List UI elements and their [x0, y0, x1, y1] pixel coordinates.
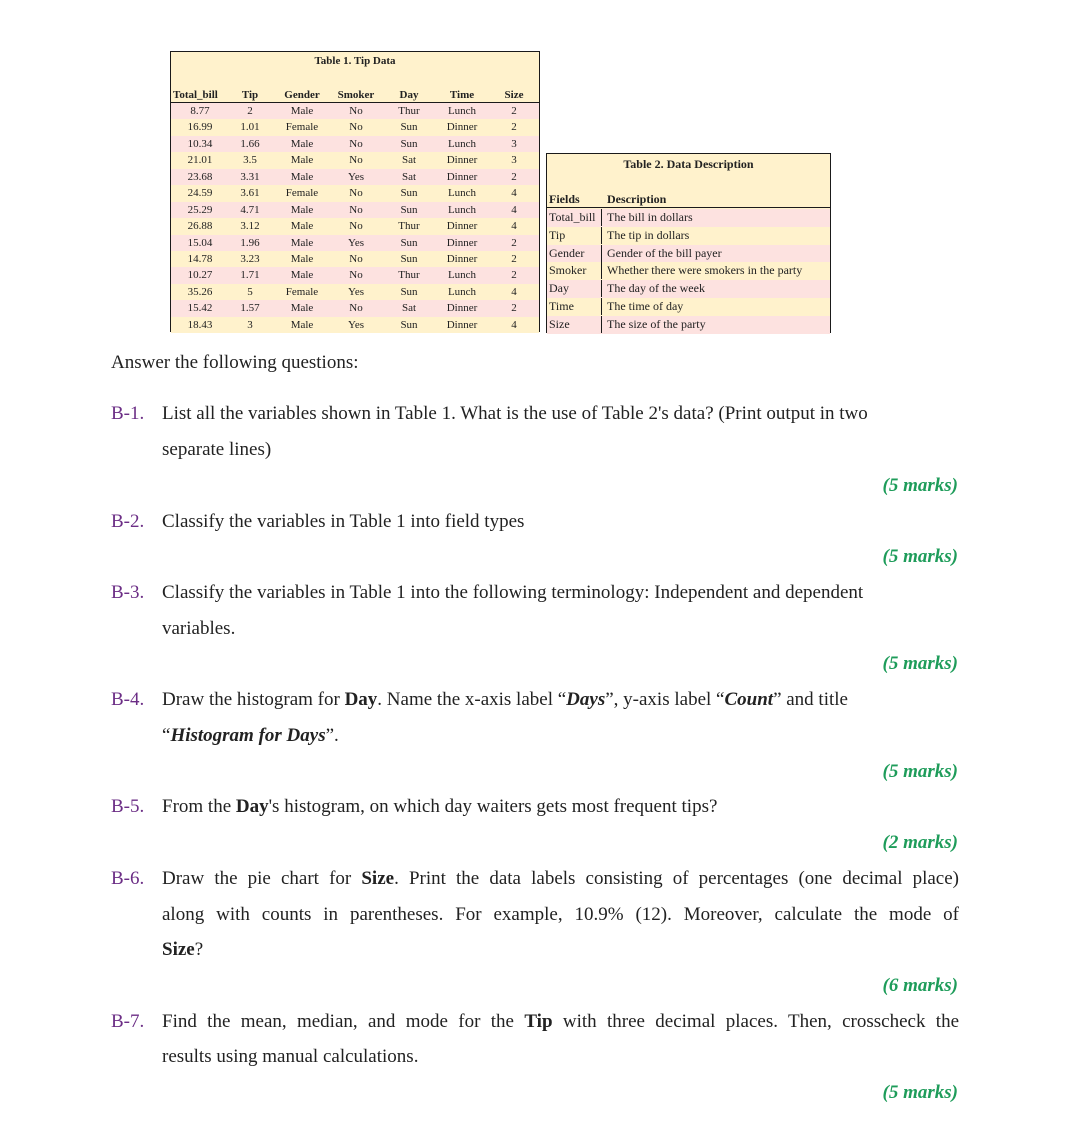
marks-b3: (5 marks): [882, 653, 958, 674]
cell-day: Sun: [400, 203, 418, 216]
cell-total-bill: 18.43: [187, 318, 213, 331]
cell-field-name: Gender: [549, 245, 602, 262]
cell-tip: 3.31: [240, 170, 260, 183]
cell-time: Lunch: [447, 285, 477, 298]
table-row: [171, 119, 539, 135]
question-text-line-1: Classify the variables in Table 1 into field types: [162, 511, 525, 532]
cell-tip: 3.12: [240, 220, 260, 233]
cell-tip: 3.23: [240, 252, 260, 265]
cell-size: 4: [511, 318, 517, 331]
bold-term-day: Day: [344, 689, 378, 710]
table-row: [171, 136, 539, 152]
cell-day: Sun: [400, 121, 418, 134]
question-text-line-2: [162, 904, 959, 926]
cell-size: 2: [511, 121, 517, 134]
cell-day: Thur: [398, 105, 420, 117]
table-row: [171, 218, 539, 234]
column-header-size: Size: [504, 89, 524, 101]
table-1-body: [171, 103, 539, 333]
cell-smoker: No: [349, 121, 363, 134]
table-row: [171, 251, 539, 267]
question-number: B-1.: [111, 403, 145, 424]
cell-time: Dinner: [446, 154, 478, 167]
question-text-line-2: separate lines): [162, 439, 272, 460]
question-text-line-1: [162, 689, 848, 711]
text-run: along with counts in parentheses. For example, 10.9% (12). Moreover, calculate the mode of: [162, 904, 959, 925]
table-row: [171, 185, 539, 201]
cell-smoker: No: [349, 105, 363, 117]
table-1-title: Table 1. Tip Data: [314, 55, 396, 67]
cell-day: Sun: [400, 318, 418, 331]
cell-tip: 1.96: [240, 236, 260, 249]
cell-smoker: No: [349, 137, 363, 150]
cell-total-bill: 26.88: [187, 220, 213, 233]
cell-field-name: Size: [549, 316, 602, 333]
cell-time: Lunch: [447, 203, 477, 216]
text-run: “: [162, 725, 171, 746]
cell-smoker: Yes: [347, 285, 364, 298]
cell-time: Dinner: [446, 236, 478, 249]
text-run: with three decimal places. Then, crosscheck the: [552, 1011, 960, 1032]
cell-smoker: No: [349, 302, 363, 315]
cell-time: Dinner: [446, 220, 478, 233]
cell-tip: 4.71: [240, 203, 260, 216]
table-row: [171, 202, 539, 218]
table-row: [547, 298, 830, 316]
marks-b7: (5 marks): [882, 1082, 958, 1103]
cell-field-description: Whether there were smokers in the party: [607, 263, 803, 278]
cell-field-name: Time: [549, 298, 602, 315]
cell-tip: 3.61: [240, 187, 260, 200]
cell-gender: Male: [290, 170, 314, 183]
question-text-line-2: variables.: [162, 618, 236, 639]
cell-tip: 1.66: [240, 137, 260, 150]
question-number: B-5.: [111, 796, 145, 817]
question-number: B-6.: [111, 868, 145, 889]
cell-time: Lunch: [447, 105, 477, 117]
cell-field-description: The size of the party: [607, 316, 706, 331]
cell-smoker: No: [349, 203, 363, 216]
text-run: Find the mean, median, and mode for the: [162, 1011, 525, 1032]
question-number: B-4.: [111, 689, 145, 710]
table-row: [171, 235, 539, 251]
cell-size: 2: [511, 236, 517, 249]
cell-total-bill: 24.59: [187, 187, 213, 200]
table-row: [171, 152, 539, 168]
cell-gender: Male: [290, 252, 314, 265]
column-header-gender: Gender: [284, 89, 320, 101]
column-header-fields: Fields: [549, 192, 580, 206]
marks-b5: (2 marks): [882, 832, 958, 853]
cell-total-bill: 23.68: [187, 170, 213, 183]
cell-field-description: The time of day: [607, 298, 684, 313]
marks-b6: (6 marks): [882, 975, 958, 996]
cell-gender: Male: [290, 137, 314, 150]
cell-gender: Male: [290, 220, 314, 233]
cell-time: Dinner: [446, 302, 478, 315]
cell-total-bill: 15.04: [187, 236, 213, 249]
text-run: Draw the histogram for: [162, 689, 345, 710]
cell-day: Sun: [400, 137, 418, 150]
marks-b2: (5 marks): [882, 546, 958, 567]
cell-field-description: The day of the week: [607, 281, 705, 296]
column-header-day: Day: [399, 89, 419, 101]
question-text-line-1: [162, 1011, 959, 1033]
cell-size: 3: [511, 137, 517, 150]
cell-time: Lunch: [447, 269, 477, 282]
cell-smoker: No: [349, 187, 363, 200]
question-number: B-3.: [111, 582, 145, 603]
text-run: ”, y-axis label “: [605, 689, 725, 710]
cell-gender: Female: [285, 121, 319, 134]
table-1-tip-data: [170, 51, 540, 332]
table-row: [171, 169, 539, 185]
cell-day: Sun: [400, 285, 418, 298]
cell-tip: 3: [247, 318, 253, 331]
text-run: . Name the x-axis label “: [377, 689, 567, 710]
table-row: [547, 227, 830, 245]
instructions-heading: Answer the following questions:: [111, 352, 359, 373]
cell-gender: Male: [290, 154, 314, 167]
column-header-total-bill: Total_bill: [173, 89, 218, 101]
cell-field-name: Smoker: [549, 262, 602, 279]
cell-smoker: No: [349, 220, 363, 233]
bold-term-tip: Tip: [524, 1011, 553, 1032]
question-number: B-7.: [111, 1011, 145, 1032]
cell-day: Sat: [401, 302, 417, 315]
cell-field-description: The tip in dollars: [607, 227, 690, 242]
cell-field-description: The bill in dollars: [607, 210, 693, 224]
cell-gender: Male: [290, 105, 314, 117]
cell-day: Sat: [401, 170, 417, 183]
marks-b4: (5 marks): [882, 761, 958, 782]
question-text-line-1: List all the variables shown in Table 1. What is the use of Table 2's data? (Print output in two: [162, 403, 868, 424]
table-2-data-description: [546, 153, 831, 333]
cell-total-bill: 16.99: [187, 121, 213, 134]
cell-smoker: Yes: [347, 170, 364, 183]
column-header-smoker: Smoker: [337, 89, 375, 101]
cell-total-bill: 25.29: [187, 203, 213, 216]
cell-day: Sun: [400, 252, 418, 265]
cell-tip: 5: [247, 285, 253, 298]
cell-gender: Male: [290, 269, 314, 282]
cell-smoker: Yes: [347, 236, 364, 249]
cell-gender: Male: [290, 302, 314, 315]
cell-tip: 1.71: [240, 269, 260, 282]
cell-field-description: Gender of the bill payer: [607, 245, 722, 260]
cell-day: Thur: [398, 269, 420, 282]
cell-day: Sun: [400, 187, 418, 200]
cell-size: 2: [511, 302, 517, 315]
cell-size: 2: [511, 105, 517, 117]
column-header-time: Time: [449, 89, 475, 101]
column-header-tip: Tip: [241, 89, 259, 101]
text-run: . Print the data labels consisting of percentages (one decimal place): [394, 868, 959, 889]
table-row: [547, 262, 830, 280]
emphasis-days: Days: [566, 689, 606, 710]
table-row: [171, 300, 539, 316]
cell-size: 2: [511, 269, 517, 282]
cell-tip: 2: [247, 105, 253, 117]
cell-tip: 3.5: [243, 154, 257, 167]
cell-size: 4: [511, 187, 517, 200]
table-row: [171, 317, 539, 333]
table-row: [171, 284, 539, 300]
cell-field-name: Tip: [549, 227, 602, 244]
question-text-line-3: [162, 939, 203, 961]
cell-smoker: Yes: [347, 318, 364, 331]
table-row: [547, 245, 830, 263]
cell-gender: Male: [290, 236, 314, 249]
cell-size: 2: [511, 252, 517, 265]
cell-day: Sat: [401, 154, 417, 167]
table-row: [171, 103, 539, 119]
cell-total-bill: 15.42: [187, 302, 213, 315]
table-row: [547, 280, 830, 298]
cell-time: Dinner: [446, 318, 478, 331]
cell-smoker: No: [349, 154, 363, 167]
cell-smoker: No: [349, 269, 363, 282]
cell-size: 4: [511, 285, 517, 298]
cell-gender: Female: [285, 285, 319, 298]
cell-gender: Male: [290, 203, 314, 216]
cell-total-bill: 35.26: [187, 285, 213, 298]
cell-size: 2: [511, 170, 517, 183]
text-run: ?: [194, 939, 204, 960]
cell-day: Sun: [400, 236, 418, 249]
cell-time: Dinner: [446, 121, 478, 134]
cell-time: Dinner: [446, 252, 478, 265]
table-2-body: [547, 209, 830, 334]
column-header-description: Description: [607, 192, 667, 206]
cell-total-bill: 10.34: [187, 137, 213, 150]
text-run: From the: [162, 796, 236, 817]
cell-gender: Male: [290, 318, 314, 331]
cell-total-bill: 14.78: [187, 252, 213, 265]
bold-term-day: Day: [235, 796, 269, 817]
table-row: [547, 316, 830, 334]
emphasis-count: Count: [724, 689, 774, 710]
table-row: [547, 209, 830, 227]
bold-term-size: Size: [361, 868, 395, 889]
bold-term-size: Size: [162, 939, 195, 960]
question-text-line-1: Classify the variables in Table 1 into the following terminology: Independent and dependent: [162, 582, 864, 603]
emphasis-histogram-title: Histogram for Days: [170, 725, 326, 746]
cell-total-bill: 8.77: [190, 105, 210, 117]
table-2-header-row: [547, 192, 830, 208]
question-text-line-1: [162, 868, 959, 890]
cell-size: 4: [511, 203, 517, 216]
cell-tip: 1.01: [240, 121, 260, 134]
question-text-line-1: [162, 796, 717, 818]
table-1-header-row: [171, 88, 539, 103]
text-run: ”.: [325, 725, 339, 746]
table-row: [171, 267, 539, 283]
marks-b1: (5 marks): [882, 475, 958, 496]
text-run: Draw the pie chart for: [162, 868, 362, 889]
cell-tip: 1.57: [240, 302, 260, 315]
cell-total-bill: 21.01: [187, 154, 213, 167]
cell-smoker: No: [349, 252, 363, 265]
cell-size: 3: [511, 154, 517, 167]
question-text-line-2: [162, 725, 339, 747]
question-number: B-2.: [111, 511, 145, 532]
cell-total-bill: 10.27: [187, 269, 213, 282]
cell-time: Lunch: [447, 187, 477, 200]
cell-time: Dinner: [446, 170, 478, 183]
cell-size: 4: [511, 220, 517, 233]
table-2-title: Table 2. Data Description: [623, 157, 754, 171]
text-run: 's histogram, on which day waiters gets most frequent tips?: [268, 796, 718, 817]
cell-field-name: Day: [549, 280, 602, 297]
cell-gender: Female: [285, 187, 319, 200]
cell-day: Thur: [398, 220, 420, 233]
question-text-line-2: results using manual calculations.: [162, 1046, 419, 1067]
cell-field-name: Total_bill: [549, 209, 602, 226]
cell-time: Lunch: [447, 137, 477, 150]
text-run: ” and title: [773, 689, 848, 710]
